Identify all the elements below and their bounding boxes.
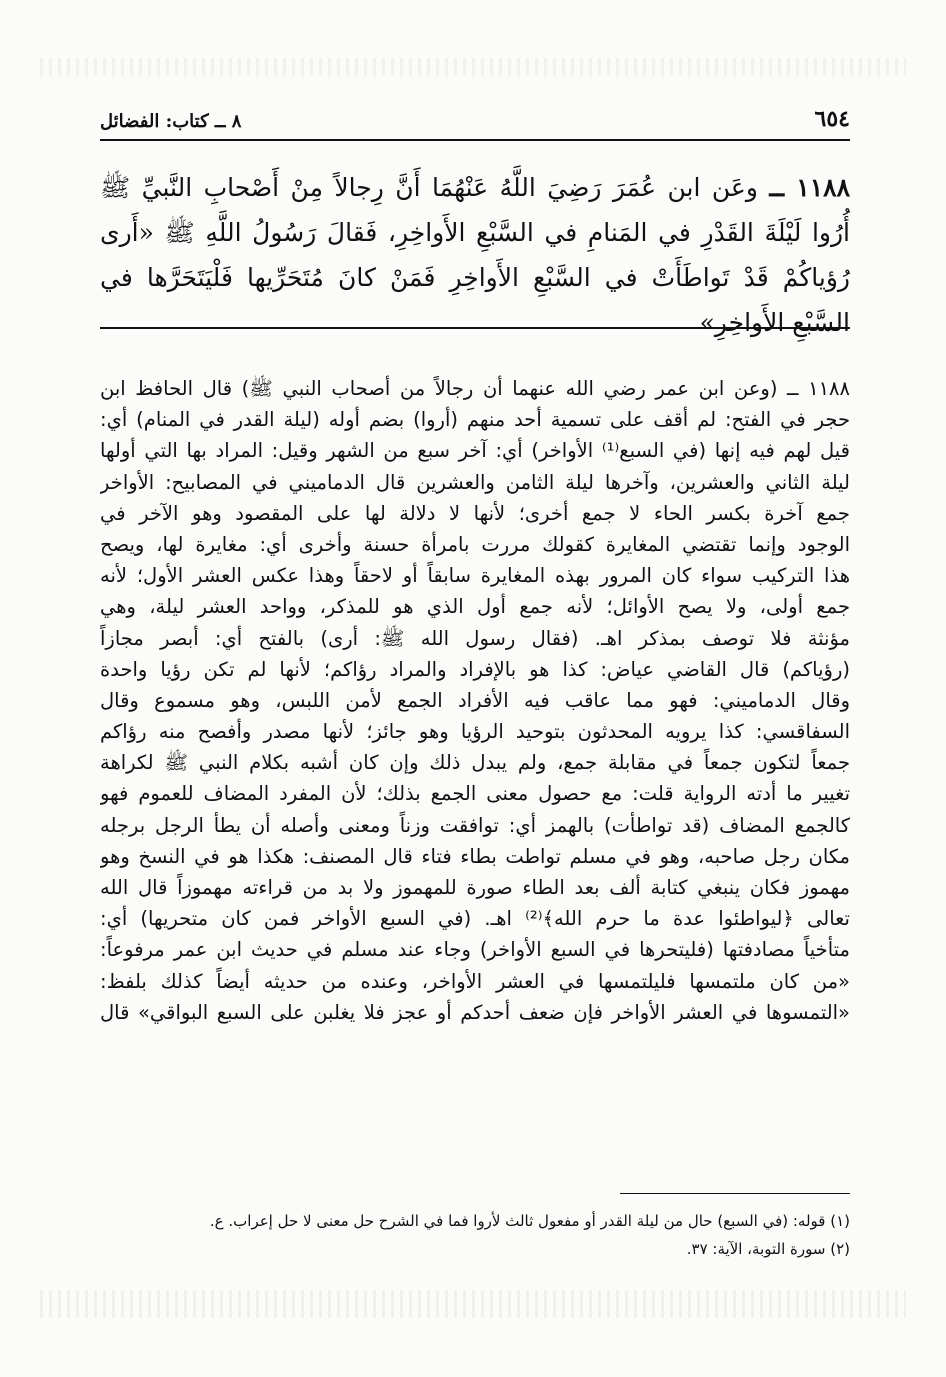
commentary-line: (رؤياكم) قال القاضي عياض: كذا هو بالإفراد والمراد رؤاكم؛ لأنها لم تكن رؤيا واحدة	[100, 657, 850, 681]
commentary-line: «من كان ملتمسها فليلتمسها في العشر الأواخر، وعنده من حديثه أيضاً كذلك بلفظ:	[100, 969, 850, 993]
commentary-line: جمعاً لتكون جمعاً في مقابلة جمع، ولم يبدل ذلك وإن كان أشبه بكلام النبي ﷺ لكراهة	[100, 751, 850, 775]
page-number: ٦٥٤	[814, 106, 850, 132]
commentary-line: قيل لهم فيه إنها (في السبع⁽¹⁾ الأواخر) أي: آخر سبع من الشهر وقيل: المراد بها التي أولها	[100, 439, 850, 463]
commentary-line: هذا التركيب سواء كان المرور بهذه المغايرة سابقاً أو لاحقاً وهذا عكس العشر الأول؛ لأنه	[100, 564, 850, 588]
hadith-matn: وعَن ابن عُمَرَ رَضِيَ اللَّهُ عَنْهُمَا أَنَّ رِجالاً مِنْ أَصْحابِ النَّبيِّ ﷺ أُرُوا لَيْلَةَ القَدْرِ في المَنامِ في السَّبْعِ الأَواخِرِ، فَقالَ رَسُولُ اللَّهِ ﷺ «أَرى رُؤياكُمْ قَدْ تَواطَأَتْ في السَّبْعِ الأَواخِرِ فَمَنْ كانَ مُتَحَرِّيها فَلْيَتَحَرَّها في السَّبْعِ الأَواخِرِ»	[100, 173, 850, 337]
running-title: ٨ ــ كتاب: الفضائل	[100, 111, 242, 132]
commentary-line: السفاقسي: كذا يرويه المحدثون بتوحيد الرؤيا وهو جائز؛ لأنها مصدر وأفصح منه رؤاكم	[100, 720, 850, 744]
commentary-line: جمع آخرة بكسر الحاء لا جمع أخرى؛ لأنها لا دلالة لها على المقصود وهو الآخر في	[100, 501, 850, 525]
commentary-line: تعالى ﴿ليواطئوا عدة ما حرم الله﴾⁽²⁾ اهـ. (في السبع الأواخر فمن كان متحريها) أي:	[100, 907, 850, 931]
footnote-1: (١) قوله: (في السبع) حال من ليلة القدر أو مفعول ثالث لأروا فما في الشرح حل معنى لا حل إعراب. ع.	[209, 1212, 850, 1230]
scan-noise-top	[40, 58, 906, 76]
commentary-line: ١١٨٨ ــ (وعن ابن عمر رضي الله عنهما أن رجالاً من أصحاب النبي ﷺ) قال الحافظ ابن	[100, 377, 850, 400]
commentary-line: الوجود وإنما تقتضي المغايرة كقولك مررت بامرأة حسنة وأخرى أي: مغايرة لها، ويصح	[100, 532, 850, 556]
footnote-rule	[620, 1193, 850, 1194]
commentary-line: تغيير ما أدته الرواية قلت: مع حصول معنى الجمع بذلك؛ لأن المفرد المضاف للعموم فهو	[100, 782, 850, 806]
commentary-line: حجر في الفتح: لم أقف على تسمية أحد منهم (أروا) بضم أوله (ليلة القدر في المنام) أي:	[100, 408, 850, 432]
page-header	[100, 100, 850, 132]
commentary-line: مهموز فكان ينبغي كتابة ألف بعد الطاء صورة للمهموز ولا بد من قراءته مهموزاً قال الله	[100, 876, 850, 899]
commentary-line: وقال الدماميني: فهو مما عاقب فيه الأفراد الجمع لأمن اللبس، وهو مسموع وقال	[100, 688, 850, 712]
footnotes-block	[100, 1207, 850, 1263]
commentary-line: كالجمع المضاف (قد تواطأت) بالهمز أي: توافقت وزناً ومعنى وأصله أن يطأ الرجل برجله	[100, 813, 850, 837]
commentary-line: مؤنثة فلا توصف بمذكر اهـ. (فقال رسول الله ﷺ: أرى) بالفتح أي: أبصر مجازاً	[100, 626, 850, 650]
commentary-line: «التمسوها في العشر الأواخر فإن ضعف أحدكم أو عجز فلا يغلبن على السبع البواقي» قال	[100, 1000, 850, 1024]
commentary-line: جمع أولى، ولا يصح الأوائل؛ لأنه جمع أول الذي هو للمذكر، وواحد العشر ليلة، وهي	[100, 595, 850, 619]
scan-noise-bottom	[40, 1290, 906, 1318]
commentary-block	[100, 373, 850, 1028]
footnote-2: (٢) سورة التوبة، الآية: ٣٧.	[686, 1240, 850, 1258]
hadith-separator-rule	[100, 327, 850, 329]
commentary-line: ليلة الثاني والعشرين، وآخرها ليلة الثامن والعشرين قال الدماميني في المصابيح: الأواخر	[100, 470, 850, 494]
hadith-text-block	[100, 165, 850, 345]
hadith-number: ١١٨٨ ــ	[769, 173, 850, 202]
commentary-line: متأخياً مصادفتها (فليتحرها في السبع الأواخر) وجاء عند مسلم في حديث ابن عمر مرفوعاً:	[100, 938, 850, 962]
commentary-line: مكان رجل صاحبه، وهو في مسلم تواطت بطاء فتاء قال المصنف: هكذا هو في النسخ وهو	[100, 844, 850, 868]
header-rule	[100, 139, 850, 141]
